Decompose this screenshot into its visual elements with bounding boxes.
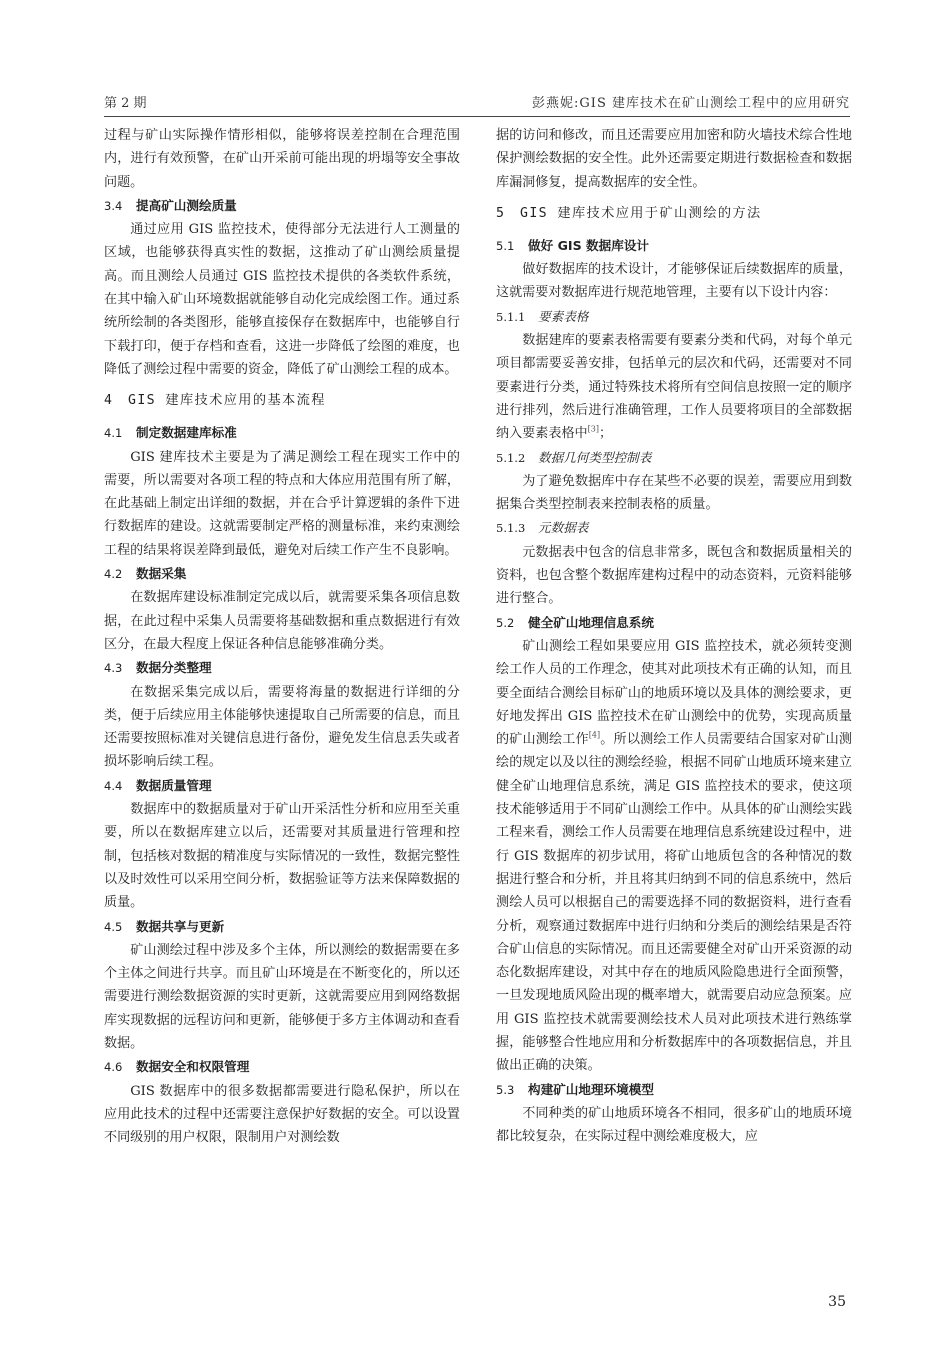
citation-ref-3[interactable]: [3] bbox=[587, 424, 599, 434]
section-heading-5: 5 GIS 建库技术应用于矿山测绘的方法 bbox=[496, 205, 762, 221]
paragraph: 数据库中的数据质量对于矿山开采活性分析和应用至关重要，所以在数据库建立以后，还需要对其质量进行管理和控制，包括核对数据的精准度与实际情况的一致性，数据完整性以及时效性可以采用空间分析，数据验证等方法来保障数据的质量。 bbox=[104, 802, 460, 911]
section-heading-4: 4 GIS 建库技术应用的基本流程 bbox=[104, 393, 326, 409]
section-heading-5-1-3: 5.1.3 元数据表 bbox=[496, 520, 589, 536]
running-title: 彭燕妮:GIS 建库技术在矿山测绘工程中的应用研究 bbox=[532, 96, 850, 111]
paragraph: 数据建库的要素表格需要有要素分类和代码，对每个单元项目都需要妥善安排，包括单元的层次和代码，还需要对不同要素进行分类，通过特殊技术将所有空间信息按照一定的顺序进行排列，然后进行准确管理，工作人员要将项目的全部数据纳入要素表格中[3]； bbox=[496, 333, 852, 442]
paragraph: 矿山测绘过程中涉及多个主体，所以测绘的数据需要在多个主体之间进行共享。而且矿山环境是在不断变化的，所以还需要进行测绘数据资源的实时更新，这就需要应用到网络数据库实现数据的远程访问和更新，能够便于多方主体调动和查看数据。 bbox=[104, 942, 460, 1051]
section-heading-4-6: 4.6 数据安全和权限管理 bbox=[104, 1059, 250, 1075]
page-number: 35 bbox=[828, 1294, 846, 1310]
paragraph: 通过应用 GIS 监控技术，使得部分无法进行人工测量的区域，也能够获得真实性的数据，这推动了矿山测绘质量提高。而且测绘人员通过 GIS 监控技术提供的各类软件系统，在其中输入矿山环境数据就能够自动化完成绘图工作。通过系统所绘制的各类图形，能够直接保存在数据库中，也能够自行下载打印，便于存档和查看，这进一步降低了绘图的难度，也降低了测绘过程中需要的资金，降低了矿山测绘工程的成本。 bbox=[104, 222, 460, 377]
paragraph: 元数据表中包含的信息非常多，既包含和数据质量相关的资料，也包含整个数据库建构过程中的动态资料，元资料能够进行整合。 bbox=[496, 544, 852, 607]
left-column bbox=[104, 124, 460, 1149]
section-heading-3-4: 3.4 提高矿山测绘质量 bbox=[104, 197, 237, 213]
section-heading-4-1: 4.1 制定数据建库标准 bbox=[104, 425, 237, 441]
section-heading-5-1: 5.1 做好 GIS 数据库设计 bbox=[496, 237, 650, 253]
section-heading-5-2: 5.2 健全矿山地理信息系统 bbox=[496, 614, 654, 630]
paragraph: 过程与矿山实际操作情形相似，能够将误差控制在合理范围内，进行有效预警，在矿山开采前可能出现的坍塌等安全事故问题。 bbox=[104, 128, 460, 190]
running-header bbox=[104, 92, 850, 114]
paragraph: 在数据采集完成以后，需要将海量的数据进行详细的分类，便于后续应用主体能够快速提取自己所需要的信息，而且还需要按照标准对关键信息进行备份，避免发生信息丢失或者损坏影响后续工程。 bbox=[104, 684, 460, 770]
section-heading-4-3: 4.3 数据分类整理 bbox=[104, 660, 212, 676]
paragraph: GIS 数据库中的很多数据都需要进行隐私保护，所以在应用此技术的过程中还需要注意保护好数据的安全。可以设置不同级别的用户权限，限制用户对测绘数 bbox=[104, 1083, 460, 1146]
paragraph: 据的访问和修改，而且还需要应用加密和防火墙技术综合性地保护测绘数据的安全性。此外还需要定期进行数据检查和数据库漏洞修复，提高数据库的安全性。 bbox=[496, 128, 852, 190]
right-column bbox=[496, 124, 852, 1148]
paragraph: 做好数据库的技术设计，才能够保证后续数据库的质量，这就需要对数据库进行规范地管理，主要有以下设计内容： bbox=[496, 262, 852, 301]
section-heading-4-5: 4.5 数据共享与更新 bbox=[104, 918, 225, 934]
section-heading-5-3: 5.3 构建矿山地理环境模型 bbox=[496, 1081, 654, 1097]
header-rule bbox=[104, 116, 850, 117]
section-heading-4-2: 4.2 数据采集 bbox=[104, 566, 187, 582]
paragraph: 在数据库建设标准制定完成以后，就需要采集各项信息数据，在此过程中采集人员需要将基础数据和重点数据进行有效区分，在最大程度上保证各种信息能够准确分类。 bbox=[104, 590, 460, 652]
section-heading-4-4: 4.4 数据质量管理 bbox=[104, 777, 212, 793]
paragraph: 不同种类的矿山地质环境各不相同，很多矿山的地质环境都比较复杂，在实际过程中测绘难度极大，应 bbox=[496, 1105, 852, 1145]
section-heading-5-1-2: 5.1.2 数据几何类型控制表 bbox=[496, 449, 652, 465]
paragraph: GIS 建库技术主要是为了满足测绘工程在现实工作中的需要，所以需要对各项工程的特点和大体应用范围有所了解，在此基础上制定出详细的数据，并在合乎计算逻辑的条件下进行数据库的建设。这就需要制定严格的测量标准，来约束测绘工程的结果将误差降到最低，避免对后续工作产生不良影响。 bbox=[104, 449, 460, 558]
issue-label: 第 2 期 bbox=[104, 96, 147, 111]
citation-ref-4[interactable]: [4] bbox=[588, 730, 601, 740]
paragraph: 矿山测绘工程如果要应用 GIS 监控技术，就必须转变测绘工作人员的工作理念，使其对此项技术有正确的认知，而且要全面结合测绘目标矿山的地质环境以及具体的测绘要求，更好地发挥出 GIS 监控技术在矿山测绘中的优势，实现高质量的矿山测绘工作[4]。所以测绘工作人员需要结合国家对矿山测绘的规定以及以往的测绘经验，根据不同矿山地质环境来建立健全矿山地理信息系统，满足 GIS 监控技术的要求，使这项技术能够适用于不同矿山测绘工作中。从具体的矿山测绘实践工程来看，测绘工作人员需要在地理信息系统建设过程中，进行 GIS 数据库的初步试用，将矿山地质包含的各种情况的数据进行整合和分析，并且将其归纳到不同的信息系统中，然后测绘人员可以根据自己的需要选择不同的数据资料，进行查看分析，观察通过数据库中进行归纳和分类后的测绘结果是否符合矿山信息的实际情况。而且还需要健全对矿山开采资源的动态化数据库建设，对其中存在的地质风险隐患进行全面预警，一旦发现地质风险出现的概率增大，就需要启动应急预案。应用 GIS 监控技术就需要测绘技术人员对此项技术进行熟练掌握，能够整合性地应用和分析数据库中的各项数据信息，并且做出正确的决策。 bbox=[496, 638, 853, 1074]
paragraph: 为了避免数据库中存在某些不必要的误差，需要应用到数据集合类型控制表来控制表格的质量。 bbox=[496, 473, 852, 513]
section-heading-5-1-1: 5.1.1 要素表格 bbox=[496, 308, 589, 324]
